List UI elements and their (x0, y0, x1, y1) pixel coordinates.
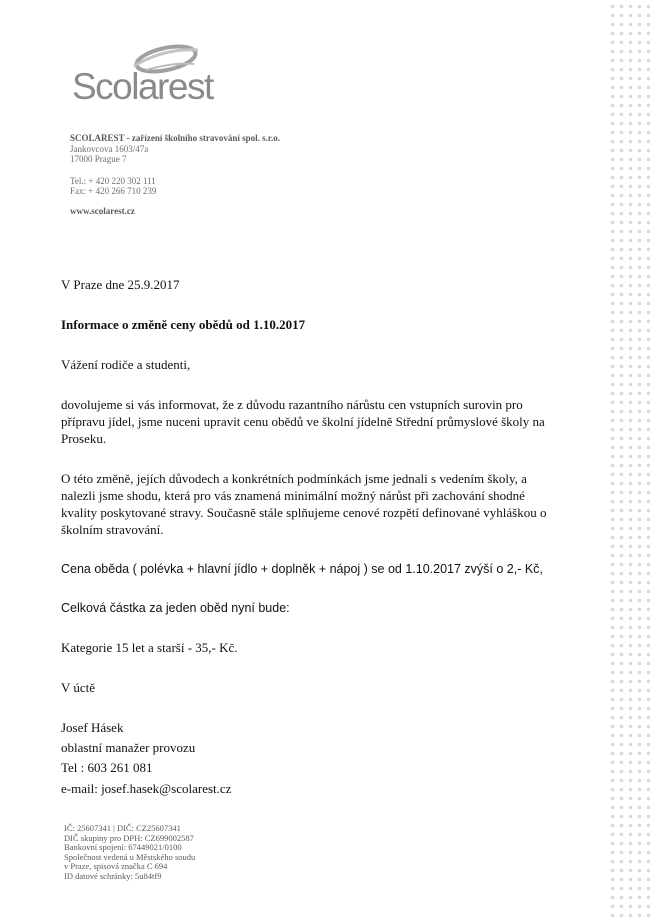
letter-date: V Praze dne 25.9.2017 (61, 277, 180, 292)
letter-salutation: Vážení rodiče a studenti, (61, 357, 191, 372)
letter-category-line: Kategorie 15 let a starší - 35,- Kč. (61, 640, 238, 655)
signer-name: Josef Hásek (61, 720, 124, 735)
footer-databox: ID datové schránky: 5u84tf9 (64, 870, 162, 881)
company-street: Jankovcova 1603/47a (70, 143, 149, 154)
footer-register: v Praze, spisová značka C 694 (64, 861, 168, 872)
footer-bank: Bankovní spojení: 67449021/0100 (64, 842, 182, 853)
logo-wordmark: Scolarest (72, 66, 213, 107)
letter-subject: Informace o změně ceny obědů od 1.10.2017 (61, 317, 306, 332)
signer-phone: Tel : 603 261 081 (61, 760, 153, 775)
company-tel: Tel.: + 420 220 302 111 (70, 175, 156, 186)
decorative-dot-border (606, 0, 652, 922)
letter-price-line: Cena oběda ( polévka + hlavní jídlo + doplněk + nápoj ) se od 1.10.2017 zvýší o 2,- Kč, (61, 562, 543, 576)
letter-closing: V úctě (61, 680, 96, 695)
company-name: SCOLAREST - zařízení školního stravování spol. s.r.o. (70, 133, 281, 143)
letter-total-line: Celková částka za jeden oběd nyní bude: (61, 601, 290, 615)
letter-paragraph-1: dovolujeme si vás informovat, že z důvodu razantního nárůstu cen vstupních surovin pro přípravu jídel, jsme nuceni upravit cenu obědů ve školní jídelně Střední průmyslové školy na Proseku. (61, 397, 545, 446)
company-web: www.scolarest.cz (70, 205, 135, 216)
company-city: 17000 Prague 7 (70, 154, 127, 164)
footer-dic-group: DIČ skupiny pro DPH: CZ699002587 (64, 832, 194, 843)
signer-email: e-mail: josef.hasek@scolarest.cz (61, 781, 232, 796)
footer-ico: IČ: 25607341 | DIČ: CZ25607341 (64, 823, 181, 833)
signer-title: oblastní manažer provozu (61, 740, 196, 755)
company-fax: Fax: + 420 266 710 239 (70, 186, 157, 196)
footer-court: Společnost vedená u Městského soudu (64, 851, 196, 862)
company-address-block (70, 133, 280, 216)
footer-legal-block (64, 824, 195, 882)
scolarest-logo (72, 42, 213, 107)
letter-paragraph-2: O této změně, jejích důvodech a konkrétních podmínkách jsme jednali s vedením školy, a nalezli jsme shodu, která pro vás znamená minimální možný nárůst při zachování shodné kvality poskytované stravy. Současně stále splňujeme cenové rozpětí definované vyhláškou o školním stravování. (61, 471, 547, 537)
